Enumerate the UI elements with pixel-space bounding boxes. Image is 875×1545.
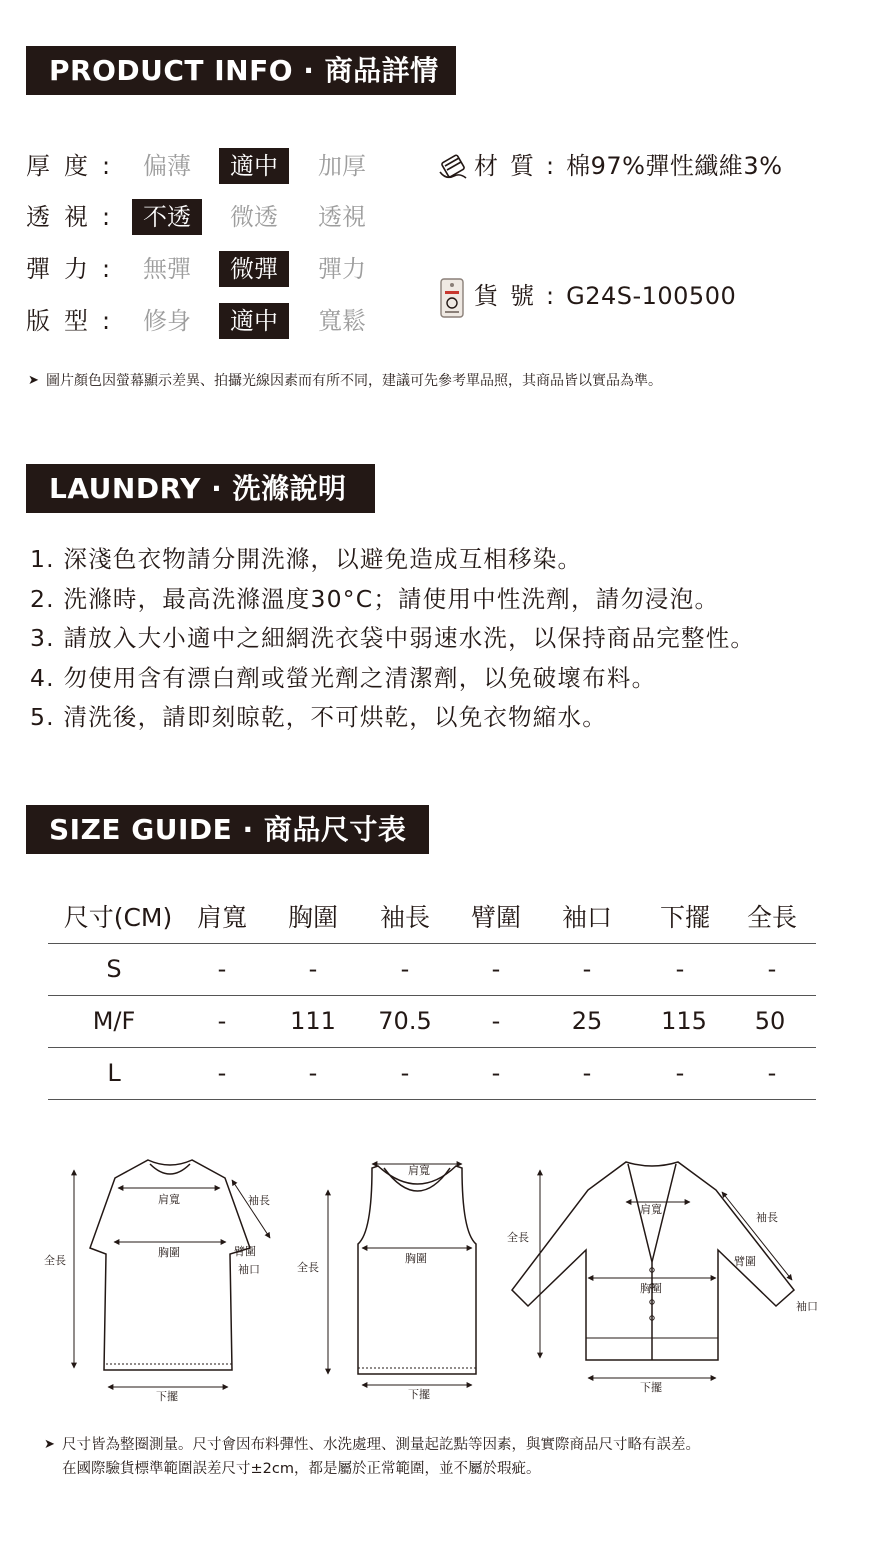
thread-spool-icon — [436, 152, 470, 182]
size-cell: - — [767, 955, 777, 983]
laundry-item: 5. 清洗後，請即刻晾乾，不可烘乾，以免衣物縮水。 — [30, 703, 607, 731]
header-cell: 下擺 — [659, 903, 711, 932]
tank-length-label: 全長 — [297, 1261, 319, 1274]
color-disclaimer — [28, 370, 662, 392]
cardigan-shoulder-label: 肩寬 — [640, 1203, 662, 1216]
size-footnote-2 — [62, 1457, 540, 1481]
attr-option: 無彈 — [143, 255, 191, 283]
laundry-item: 3. 請放入大小適中之細網洗衣袋中弱速水洗，以保持商品完整性。 — [30, 624, 756, 652]
attr-option: 寬鬆 — [318, 307, 366, 335]
arrow-right-icon: ➤ — [44, 1437, 55, 1452]
attr-option: 偏薄 — [143, 152, 191, 180]
header-cell: 胸圍 — [287, 903, 339, 932]
sku-line — [474, 278, 736, 314]
size-cell: 111 — [290, 1007, 336, 1035]
color-disclaimer-text: 圖片顏色因螢幕顯示差異、拍攝光線因素而有所不同，建議可先參考單品照，其商品皆以實品為準。 — [46, 373, 662, 389]
header-cell: 臂圍 — [470, 903, 522, 932]
material-label: 材質: — [474, 152, 567, 180]
tank-diagram — [328, 1164, 476, 1385]
laundry-item: 1. 深淺色衣物請分開洗滌，以避免造成互相移染。 — [30, 545, 583, 573]
tank-shoulder-label: 肩寬 — [408, 1164, 430, 1177]
size-cell: - — [675, 955, 685, 983]
size-cell: - — [217, 1059, 227, 1087]
sku-value: G24S-100500 — [566, 282, 737, 310]
tshirt-sleeve-label: 袖長 — [248, 1194, 270, 1207]
size-cell: - — [217, 1007, 227, 1035]
cardigan-cuff-label: 袖口 — [796, 1300, 818, 1313]
attr-label: 透視: — [26, 203, 125, 231]
laundry-item: 4. 勿使用含有漂白劑或螢光劑之清潔劑，以免破壞布料。 — [30, 663, 657, 692]
size-footnote — [44, 1433, 700, 1457]
size-row-l — [48, 1048, 816, 1100]
cardigan-arm-label: 臂圍 — [734, 1255, 756, 1268]
measurement-diagram — [0, 1140, 875, 1430]
cardigan-hem-label: 下擺 — [640, 1381, 662, 1394]
size-cell: 25 — [571, 1007, 603, 1035]
size-row-s — [48, 944, 816, 996]
attr-option: 加厚 — [318, 152, 366, 180]
attr-label: 彈力: — [26, 255, 125, 283]
material-line — [474, 148, 783, 184]
size-footnote-text: 尺寸皆為整圈測量。尺寸會因布料彈性、水洗處理、測量起訖點等因素，與實際商品尺寸略有誤差。 — [62, 1437, 700, 1453]
size-table-header — [48, 892, 816, 944]
size-row-mf — [48, 996, 816, 1048]
tank-hem-label: 下擺 — [408, 1388, 430, 1401]
size-cell: S — [106, 955, 122, 983]
laundry-item: 2. 洗滌時，最高洗滌溫度30°C；請使用中性洗劑，請勿浸泡。 — [30, 584, 720, 613]
size-cell: - — [308, 955, 318, 983]
attr-option: 適中 — [219, 303, 289, 339]
size-cell: - — [582, 955, 592, 983]
size-table — [48, 892, 816, 1100]
tshirt-chest-label: 胸圍 — [158, 1246, 180, 1259]
tshirt-shoulder-label: 肩寬 — [158, 1193, 180, 1206]
attr-option: 彈力 — [318, 255, 366, 283]
size-cell: - — [217, 955, 227, 983]
size-guide-banner: SIZE GUIDE · 商品尺寸表 — [26, 805, 429, 854]
tshirt-hem-label: 下擺 — [156, 1390, 178, 1403]
size-cell: 70.5 — [378, 1007, 432, 1035]
cardigan-sleeve-label: 袖長 — [756, 1211, 778, 1224]
attr-option: 微彈 — [219, 251, 289, 287]
attr-option: 不透 — [132, 199, 202, 235]
cardigan-diagram — [512, 1162, 794, 1378]
header-cell: 袖長 — [379, 903, 431, 932]
sku-label: 貨號: — [474, 282, 567, 310]
attr-option: 修身 — [143, 307, 191, 335]
material-value: 棉97%彈性纖維3% — [566, 152, 783, 180]
size-cell: M/F — [92, 1007, 136, 1035]
size-cell: - — [400, 1059, 410, 1087]
size-cell: 115 — [661, 1007, 707, 1035]
size-footnote-text-2: 在國際驗貨標準範圍誤差尺寸±2cm，都是屬於正常範圍，並不屬於瑕疵。 — [62, 1461, 541, 1477]
size-cell: - — [582, 1059, 592, 1087]
size-cell: - — [491, 1007, 501, 1035]
header-cell: 尺寸(CM) — [63, 903, 173, 932]
size-cell: - — [675, 1059, 685, 1087]
attr-label: 厚度: — [26, 152, 125, 180]
size-cell: - — [308, 1059, 318, 1087]
size-cell: - — [767, 1059, 777, 1087]
size-cell: L — [107, 1059, 121, 1087]
price-tag-icon — [439, 277, 465, 319]
cardigan-length-label: 全長 — [507, 1231, 529, 1244]
arrow-right-icon: ➤ — [28, 373, 39, 388]
size-cell: - — [491, 955, 501, 983]
attr-option: 透視 — [318, 203, 366, 231]
size-cell: - — [491, 1059, 501, 1087]
cardigan-chest-label: 胸圍 — [640, 1282, 662, 1295]
product-info-banner: PRODUCT INFO · 商品詳情 — [26, 46, 456, 95]
attr-option: 微透 — [230, 203, 278, 231]
header-cell: 袖口 — [561, 903, 613, 932]
size-cell: 50 — [754, 1007, 786, 1035]
header-cell: 肩寬 — [196, 903, 248, 932]
tshirt-cuff-label: 袖口 — [238, 1263, 260, 1276]
tank-chest-label: 胸圍 — [405, 1252, 427, 1265]
tshirt-arm-label: 臂圍 — [234, 1245, 256, 1258]
header-cell: 全長 — [746, 903, 798, 932]
tshirt-length-label: 全長 — [44, 1254, 66, 1267]
attr-option: 適中 — [219, 148, 289, 184]
attr-label: 版型: — [26, 307, 125, 335]
laundry-list — [30, 540, 755, 738]
size-cell: - — [400, 955, 410, 983]
laundry-banner: LAUNDRY · 洗滌說明 — [26, 464, 375, 513]
